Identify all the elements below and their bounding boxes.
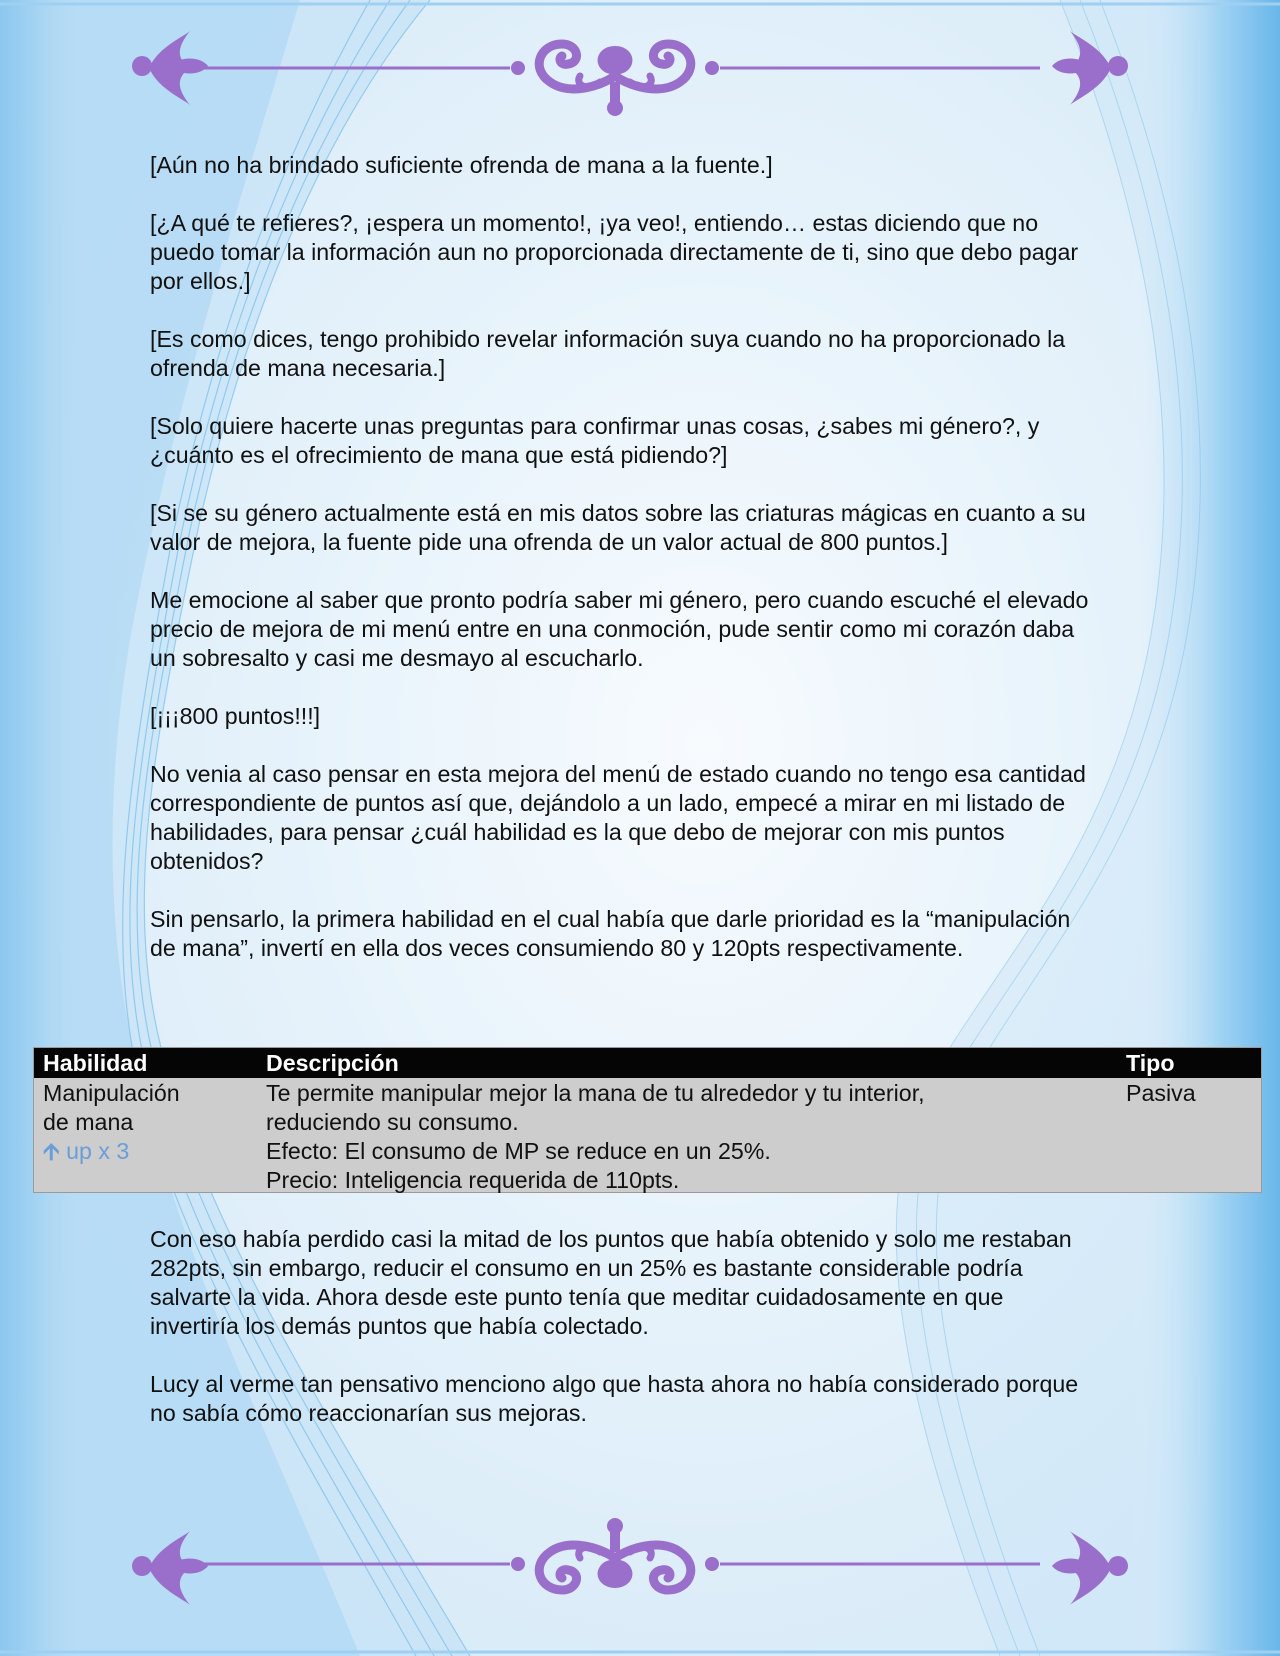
table-row — [34, 1078, 1261, 1195]
paragraph: [Aún no ha brindado suficiente ofrenda de mana a la fuente.] — [150, 152, 773, 178]
paragraph: [Solo quiere hacerte unas preguntas para confirmar unas cosas, ¿sabes mi género?, y ¿cuánto es el ofrecimiento de mana que está pidiendo?] — [150, 413, 1040, 468]
effect-line: Efecto: El consumo de MP se reduce en un 25%. — [266, 1138, 771, 1164]
paragraph: Lucy al verme tan pensativo menciono algo que hasta ahora no había considerado porque no sabía cómo reaccionarían sus mejoras. — [150, 1371, 1079, 1426]
paragraph: [¿A qué te refieres?, ¡espera un momento!, ¡ya veo!, entiendo… estas diciendo que no puedo tomar la información aun no proporcionada directamente de ti, sino que debo pagar por ellos.] — [150, 210, 1079, 294]
skill-type-cell: Pasiva — [1126, 1080, 1196, 1106]
price-line: Precio: Inteligencia requerida de 110pts. — [266, 1167, 680, 1193]
skill-name-line: Manipulación — [43, 1080, 180, 1106]
skill-level-label: up x 3 — [66, 1138, 130, 1164]
description-line: Te permite manipular mejor la mana de tu alrededor y tu interior, — [266, 1080, 925, 1106]
header-habilidad: Habilidad — [43, 1050, 148, 1076]
narrative-text-bottom — [150, 1225, 1090, 1457]
narrative-text-top — [150, 151, 1090, 992]
up-arrow-icon: 🡩 — [43, 1138, 60, 1164]
paragraph: [Es como dices, tengo prohibido revelar información suya cuando no ha proporcionado la ofrenda de mana necesaria.] — [150, 326, 1066, 381]
top-flourish-ornament — [130, 26, 1130, 116]
skill-name-cell — [34, 1079, 266, 1195]
header-descripcion: Descripción — [266, 1050, 399, 1076]
paragraph: [¡¡¡800 puntos!!!] — [150, 703, 321, 729]
paragraph: No venia al caso pensar en esta mejora del menú de estado cuando no tengo esa cantidad correspondiente de puntos así que, dejándolo a un lado, empecé a mirar en mi listado de habilidades, para pensar ¿cuál habilidad es la que debo de mejorar con mis puntos obtenidos? — [150, 761, 1086, 874]
description-line: reduciendo su consumo. — [266, 1109, 519, 1135]
paragraph: [Si se su género actualmente está en mis datos sobre las criaturas mágicas en cuanto a su valor de mejora, la fuente pide una ofrenda de un valor actual de 800 puntos.] — [150, 500, 1086, 555]
header-tipo: Tipo — [1126, 1050, 1175, 1076]
paragraph: Me emocione al saber que pronto podría saber mi género, pero cuando escuché el elevado precio de mejora de mi menú entre en una conmoción, pude sentir como mi corazón daba un sobresalto y casi me desmayo al escucharlo. — [150, 587, 1089, 671]
skill-table-header — [34, 1048, 1261, 1078]
skill-description-cell — [266, 1079, 1126, 1195]
skill-name-line: de mana — [43, 1109, 134, 1135]
paragraph: Sin pensarlo, la primera habilidad en el cual había que darle prioridad es la “manipulación de mana”, invertí en ella dos veces consumiendo 80 y 120pts respectivamente. — [150, 906, 1071, 961]
bottom-flourish-ornament — [130, 1518, 1130, 1608]
skill-level-badge — [43, 1137, 266, 1166]
paragraph: Con eso había perdido casi la mitad de los puntos que había obtenido y solo me restaban 282pts, sin embargo, reducir el consumo en un 25% es bastante considerable podría salvarte la vida. Ahora desde este punto tenía que meditar cuidadosamente en que invertiría los demás puntos que había colectado. — [150, 1226, 1072, 1339]
skill-table — [33, 1047, 1262, 1193]
